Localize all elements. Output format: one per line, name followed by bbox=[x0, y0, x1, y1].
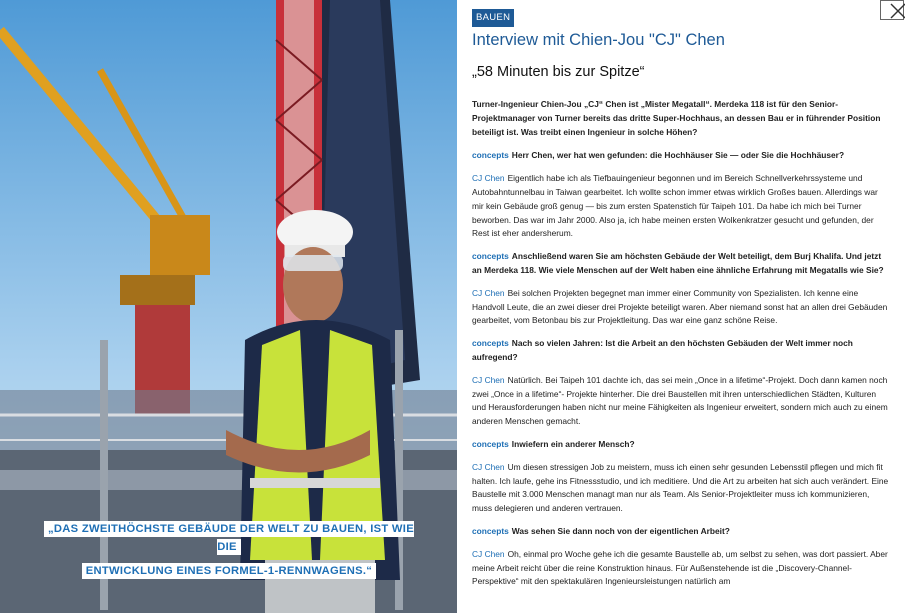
interview-answer bbox=[472, 548, 890, 589]
speaker-label: CJ Chen bbox=[472, 461, 505, 472]
speaker-label: CJ Chen bbox=[472, 374, 505, 385]
interview-answer bbox=[472, 374, 890, 429]
speaker-text: Herr Chen, wer hat wen gefunden: die Hochhäuser Sie — oder Sie die Hochhäuser? bbox=[511, 150, 845, 161]
pull-quote bbox=[34, 519, 424, 585]
speaker-text: Um diesen stressigen Job zu meistern, muss ich einen sehr gesunden Lebensstil pflegen und mich fit halten. Ich laufe, gehe ins Fitnessstudio, und ich meditiere. Und die Art zu arbeiten hat sich auch verändert. Eine Baustelle mit 3.000 Menschen managt man nur als Team. Als Senior-Projektleiter muss ich kommunizieren, muss delegieren und anderen vertrauen. bbox=[472, 461, 889, 514]
speaker-label: concepts bbox=[472, 251, 509, 262]
interview-question bbox=[472, 149, 890, 163]
speaker-label: concepts bbox=[472, 338, 509, 349]
close-button[interactable] bbox=[880, 0, 904, 20]
speaker-label: concepts bbox=[472, 525, 509, 536]
pull-quote-line-2: ENTWICKLUNG EINES FORMEL-1-RENNWAGENS.“ bbox=[82, 563, 376, 579]
speaker-text: Bei solchen Projekten begegnet man immer einer Community von Spezialisten. Ich kenne eine Handvoll Leute, die an zwei dieser drei Projekte beteiligt waren. Aber niemand sonst hat an allen drei Gebäuden gearbeitet, vom Betonbau bis zur Projektleitung. Das war eine ganz schöne Reise. bbox=[472, 287, 888, 326]
speaker-text: Oh, einmal pro Woche gehe ich die gesamte Baustelle ab, um selbst zu sehen, was dort passiert. Aber meine Arbeit reicht über die reine Konstruktion hinaus. Für Außenstehende ist die „Discovery-Channel-Perspektive“ mit den spektakulären Ingenieursleistungen natürlich am bbox=[472, 548, 888, 587]
speaker-label: CJ Chen bbox=[472, 173, 505, 184]
speaker-text: Nach so vielen Jahren: Ist die Arbeit an den höchsten Gebäuden der Welt immer noch aufregend? bbox=[472, 338, 853, 362]
interview-question bbox=[472, 250, 890, 278]
interview-answer bbox=[472, 461, 890, 516]
article bbox=[472, 0, 890, 613]
speaker-text: Natürlich. Bei Taipeh 101 dachte ich, das sei mein „Once in a lifetime“-Projekt. Doch dann kamen noch zwei „Once in a lifetime“- Projekte hinterher. Die drei Baustellen mit ihren unterschiedlichen Städten, Kulturen und Herausforderungen haben nicht nur meine Fähigkeiten als Ingenieur erweitert, sondern mich auch zu einem anderen Menschen gemacht. bbox=[472, 374, 888, 427]
article-title: Interview mit Chien-Jou "CJ" Chen bbox=[472, 31, 725, 49]
interview-question bbox=[472, 438, 890, 452]
article-body bbox=[472, 98, 890, 598]
speaker-label: CJ Chen bbox=[472, 548, 505, 559]
close-icon bbox=[887, 2, 905, 20]
speaker-label: concepts bbox=[472, 150, 509, 161]
interview-blocks bbox=[472, 149, 890, 589]
speaker-text: Eigentlich habe ich als Tiefbauingenieur begonnen und im Bereich Schnellverkehrssysteme und Autobahntunnelbau in Taiwan gearbeitet. Ich wollte schon immer etwas wirklich Großes bauen. Allerdings war mir kein Gebäude groß genug — bis zum ersten Spatenstich für Taipeh 101. Da habe ich mich bei Turner beworben. Das war im Jahr 2000. Also ja, ich habe meinen ersten Wolkenkratzer gesucht und gefunden, der Rest ist eher andersherum. bbox=[472, 173, 878, 239]
category-badge: BAUEN bbox=[472, 9, 514, 27]
article-lead: Turner-Ingenieur Chien-Jou „CJ“ Chen ist „Mister Megatall“. Merdeka 118 ist für den Senior-Projektmanager von Turner bereits das dritte Super-Hochhaus, an dessen Bau er in führender Position beteiligt ist. Was treibt einen Ingenieur in solche Höhen? bbox=[472, 99, 881, 137]
speaker-label: concepts bbox=[472, 438, 509, 449]
interview-answer bbox=[472, 287, 890, 328]
interview-question bbox=[472, 525, 890, 539]
pull-quote-line-1: „DAS ZWEITHÖCHSTE GEBÄUDE DER WELT ZU BAUEN, IST WIE DIE bbox=[44, 521, 414, 555]
interview-question bbox=[472, 337, 890, 365]
speaker-text: Inwiefern ein anderer Mensch? bbox=[511, 438, 635, 449]
speaker-text: Anschließend waren Sie am höchsten Gebäude der Welt beteiligt, dem Burj Khalifa. Und jetzt an Merdeka 118. Wie viele Menschen auf der Welt haben eine ähnliche Erfahrung mit Megatalls wie Sie? bbox=[472, 251, 884, 275]
speaker-text: Was sehen Sie dann noch von der eigentlichen Arbeit? bbox=[511, 525, 730, 536]
interview-answer bbox=[472, 172, 890, 241]
article-subtitle: „58 Minuten bis zur Spitze“ bbox=[472, 64, 645, 80]
speaker-label: CJ Chen bbox=[472, 287, 505, 298]
